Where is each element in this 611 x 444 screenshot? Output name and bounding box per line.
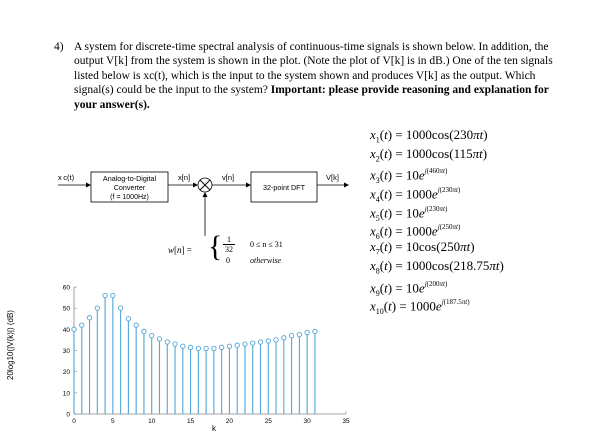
- vk-label: V[k]: [326, 173, 339, 182]
- y-tick-label: 50: [62, 305, 70, 313]
- stem-marker: [95, 306, 99, 310]
- x-tick-label: 20: [225, 418, 234, 425]
- stem-marker: [282, 336, 286, 340]
- stem-marker: [126, 317, 130, 321]
- xn-label: x[n]: [178, 173, 191, 182]
- stem-marker: [297, 332, 301, 336]
- stem-marker: [72, 327, 76, 331]
- x-tick-label: 0: [72, 418, 76, 425]
- stem-marker: [266, 339, 270, 343]
- stem-chart: [0, 275, 360, 440]
- stem-marker: [111, 293, 115, 297]
- adc-line1: Analog-to-Digital: [102, 174, 157, 183]
- important-note: Important: please provide reasoning and explanation for your answer(s).: [74, 84, 549, 111]
- stem-marker: [181, 344, 185, 348]
- signal-4: $x_4(t) = 1000e^{j(230\pi t)}$: [370, 186, 461, 204]
- stem-marker: [204, 346, 208, 350]
- window-lhs: w[n] =: [168, 245, 192, 255]
- signal-9: $x_9(t) = 10e^{j(200\pi t)}$: [370, 279, 448, 298]
- stem-marker: [289, 333, 293, 337]
- xn-arrowhead: [193, 183, 198, 188]
- dft-label: 32-point DFT: [263, 183, 305, 192]
- stem-marker: [258, 340, 262, 344]
- signal-3: $x_3(t) = 10e^{j(460\pi t)}$: [370, 167, 448, 186]
- x-tick-label: 15: [186, 418, 195, 425]
- y-axis-label: 20log10(|V(k)|) (dB): [6, 310, 15, 380]
- stem-marker: [235, 343, 239, 347]
- signal-6: $x_6(t) = 1000e^{j(250\pi t)}$: [370, 223, 461, 242]
- vn-label: v[n]: [222, 173, 235, 182]
- x-tick-label: 25: [264, 418, 272, 425]
- signal-7: $x_7(t) = 10\cos(250\pi t)$: [370, 239, 475, 257]
- stem-marker: [118, 306, 122, 310]
- input-arrowhead: [86, 183, 91, 188]
- stem-marker: [219, 345, 223, 349]
- stem-marker: [196, 346, 200, 350]
- x-tick-label: 30: [303, 418, 311, 425]
- stem-marker: [87, 315, 91, 319]
- signal-1: $x_1(t) = 1000\cos(230\pi t)$: [370, 127, 488, 145]
- stem-marker: [305, 330, 309, 334]
- y-tick-label: 40: [62, 326, 70, 334]
- stem-marker: [251, 341, 255, 345]
- y-tick-label: 0: [66, 411, 70, 419]
- stem-marker: [103, 293, 107, 297]
- vk-arrowhead: [344, 183, 349, 188]
- input-label: x c(t): [58, 173, 75, 182]
- x-tick-label: 35: [342, 418, 350, 425]
- window-arrowhead: [203, 192, 208, 197]
- stem-marker: [227, 344, 231, 348]
- stem-marker: [188, 345, 192, 349]
- window-cond2: otherwise: [250, 256, 282, 265]
- window-brace: {: [208, 230, 223, 263]
- adc-line3: (f = 1000Hz): [110, 194, 149, 201]
- stem-marker: [80, 323, 84, 327]
- x-tick-label: 10: [148, 418, 156, 425]
- problem-text: A system for discrete-time spectral analysis of continuous-time signals is shown below. In addition, the output V[k] from the system is shown in the plot. (Note the plot of V[k] is in dB.) One of the ten signals listed below is xc(t), which is the input to the system shown and produces V[k] as the output. Which signal(s) could be the input to the system?: [74, 41, 553, 97]
- stem-marker: [274, 338, 278, 342]
- signal-10: $x_{10}(t) = 1000e^{j(187.5\pi t)}$: [370, 298, 470, 317]
- stem-marker: [243, 342, 247, 346]
- stem-marker: [142, 329, 146, 333]
- y-tick-label: 60: [62, 284, 70, 292]
- window-frac: 1 32: [225, 235, 233, 254]
- stem-marker: [165, 340, 169, 344]
- y-tick-label: 10: [62, 390, 70, 398]
- chart-stems: [72, 293, 317, 414]
- stem-marker: [134, 323, 138, 327]
- signal-5: $x_5(t) = 10e^{j(230\pi t)}$: [370, 204, 448, 223]
- x-axis-label: k: [212, 424, 216, 433]
- window-cond1: 0 ≤ n ≤ 31: [250, 240, 283, 249]
- adc-line2: Converter: [113, 183, 146, 192]
- stem-marker: [212, 346, 216, 350]
- vn-arrowhead: [246, 183, 251, 188]
- y-tick-label: 20: [62, 369, 70, 377]
- stem-marker: [157, 337, 161, 341]
- stem-marker: [150, 333, 154, 337]
- y-tick-label: 30: [62, 348, 70, 355]
- signal-8: $x_8(t) = 1000\cos(218.75\pi t)$: [370, 257, 504, 276]
- stem-marker: [173, 342, 177, 346]
- x-tick-label: 5: [111, 418, 115, 425]
- window-val2: 0: [226, 256, 230, 265]
- stem-marker: [313, 329, 317, 333]
- problem-number: 4): [54, 41, 64, 53]
- signal-2: $x_2(t) = 1000\cos(115\pi t)$: [370, 145, 488, 164]
- window-definition: [168, 232, 308, 272]
